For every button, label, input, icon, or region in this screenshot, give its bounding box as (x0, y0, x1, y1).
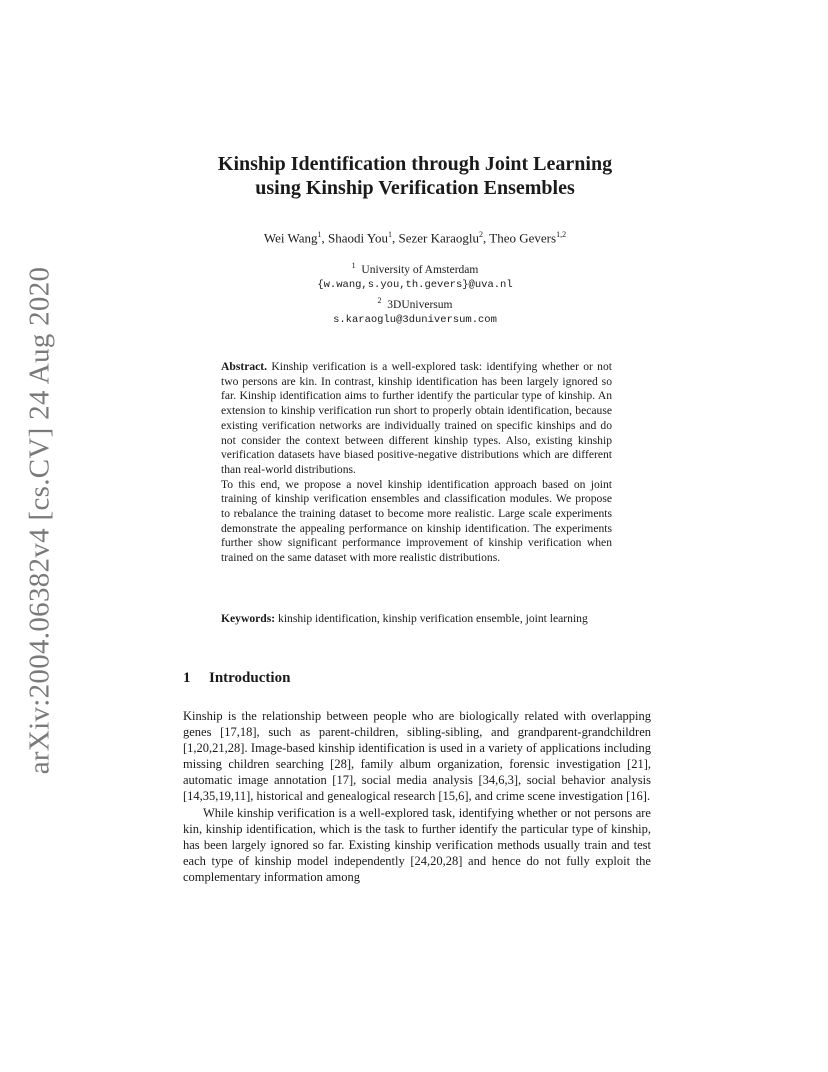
affiliation-2 (150, 293, 680, 313)
affiliation-name: 3DUniversum (387, 298, 453, 311)
author-name: Shaodi You (328, 230, 389, 246)
section-title: Introduction (209, 670, 291, 686)
keywords-label: Keywords: (221, 612, 276, 625)
keywords-text: kinship identification, kinship verification ensemble, joint learning (278, 612, 588, 625)
abstract-paragraph-1 (221, 360, 612, 478)
arxiv-identifier-text: arXiv:2004.06382v4 [cs.CV] 24 Aug 2020 (23, 266, 56, 774)
abstract-label: Abstract. (221, 360, 268, 373)
affiliation-mark: 1 (351, 261, 356, 270)
author-name: Wei Wang (263, 230, 318, 246)
author-name: Theo Gevers (489, 230, 557, 246)
keywords (221, 612, 612, 627)
author-affiliation-mark: 2 (479, 230, 484, 239)
affiliation-1 (150, 258, 680, 278)
affiliation-1-email: {w.wang,s.you,th.gevers}@uva.nl (317, 278, 513, 291)
title-line-1: Kinship Identification through Joint Learning (217, 153, 613, 175)
body-paragraph-1: Kinship is the relationship between people who are biologically related with overlapping genes [17,18], such as parent-children, sibling-sibling, and grandparent-grandchildren [1,20,21,28]. Image-based kinship identification is used in a variety of applications including missing children searching [28], family album organization, forensic investigation [21], automatic image annotation [17], social media analysis [34,6,3], social behavior analysis [14,35,19,11], historical and genealogical research [15,6], and crime scene investigation [16]. (183, 709, 651, 804)
affiliation-name: University of Amsterdam (361, 263, 479, 276)
introduction-body (183, 708, 651, 885)
affiliations (150, 258, 680, 328)
section-number: 1 (183, 670, 191, 686)
abstract-paragraph-2: To this end, we propose a novel kinship identification approach based on joint training of kinship verification ensembles and classification modules. We propose to rebalance the training dataset to become more realistic. Large scale experiments demonstrate the appealing performance on kinship identification. The experiments further show significant performance improvement of kinship verification when trained on the same dataset with more realistic distributions. (221, 477, 612, 565)
author-list: Wei Wang$^1$, Shaodi You$^1$, Sezer Karaoglu$^2$, Theo Gevers$^{1,2}$ (263, 230, 567, 246)
author-affiliation-mark: 1,2 (556, 230, 567, 239)
author-affiliation-mark: 1 (317, 230, 322, 239)
abstract (221, 360, 612, 566)
affiliation-mark: 2 (377, 295, 382, 305)
abstract-text: Kinship verification is a well-explored task: identifying whether or not two persons are kin. In contrast, kinship identification has been largely ignored so far. Kinship identification aims to further identify the particular type of kinship. An extension to kinship verification run short to properly obtain identification, because existing verification networks are individually trained on specific kinships and do not consider the context between different kinship types. Also, existing kinship verification datasets have biased positive-negative distributions which are different than real-world distributions. (221, 360, 612, 476)
arxiv-identifier (14, 266, 66, 774)
section-heading (183, 670, 290, 687)
paper-title (150, 152, 680, 200)
body-paragraph-2: While kinship verification is a well-explored task, identifying whether or not persons are kin, kinship identification, which is the task to further identify the particular type of kinship, has been largely ignored so far. Existing kinship verification methods usually train and test each type of kinship model independently [24,20,28] and hence do not fully exploit the complementary information among (183, 805, 651, 884)
affiliation-2-email: s.karaoglu@3duniversum.com (333, 313, 497, 326)
author-affiliation-mark: 1 (388, 230, 393, 239)
title-line-2: using Kinship Verification Ensembles (255, 177, 575, 199)
author-name: Sezer Karaoglu (398, 230, 480, 246)
